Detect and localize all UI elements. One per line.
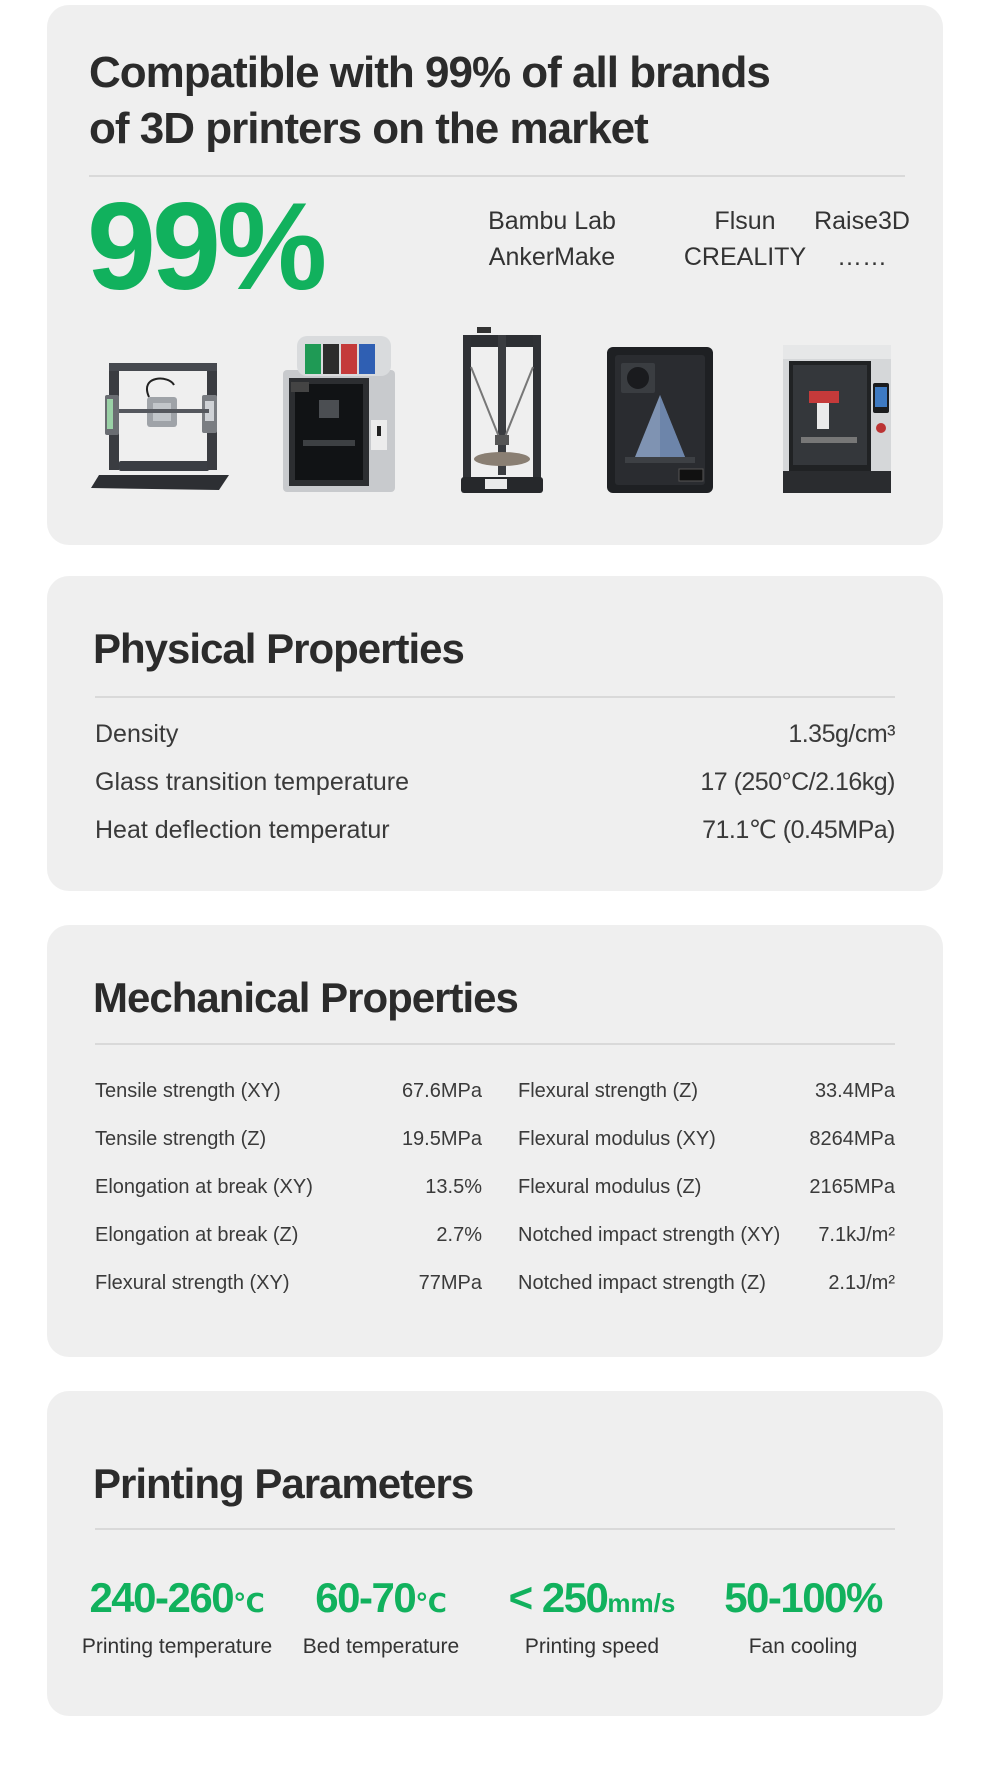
creality-printer-image — [605, 345, 715, 495]
param-value: 50-100% — [724, 1574, 882, 1621]
param-label: Printing speed — [524, 1635, 660, 1658]
brand-flsun: Flsun — [714, 207, 776, 235]
param-value-wrap — [77, 1572, 277, 1629]
physical-properties-title: Physical Properties — [93, 625, 464, 672]
printing-parameters-card — [47, 1391, 943, 1716]
mechanical-properties-card — [47, 925, 943, 1357]
brand-ankermake: AnkerMake — [488, 243, 616, 271]
param-value-wrap — [301, 1572, 461, 1629]
param-label: Fan cooling — [748, 1635, 858, 1658]
compatibility-title — [89, 45, 849, 157]
property-value: 19.5MPa — [401, 1127, 482, 1150]
param-unit: ℃ — [233, 1588, 265, 1618]
param-value: 240-260 — [89, 1574, 234, 1621]
flsun-delta-printer-image — [457, 327, 547, 497]
param-value: < 250 — [508, 1574, 608, 1621]
mechanical-row — [518, 1220, 895, 1250]
mechanical-row — [95, 1124, 482, 1154]
property-label: Density — [95, 719, 179, 748]
mechanical-row — [95, 1172, 482, 1202]
property-label: Flexural modulus (XY) — [518, 1127, 716, 1150]
param-unit: ℃ — [415, 1588, 447, 1618]
mechanical-properties-title: Mechanical Properties — [93, 974, 518, 1021]
divider — [89, 175, 905, 177]
property-row-heat-deflection — [95, 812, 895, 848]
compatibility-title-line-2: of 3D printers on the market — [89, 104, 648, 153]
brand-column-3 — [797, 203, 927, 275]
divider — [95, 1043, 895, 1045]
property-value: 77MPa — [418, 1271, 482, 1294]
property-label: Glass transition temperature — [95, 767, 410, 796]
compatibility-percent: 99% — [87, 178, 324, 316]
property-value: 2.7% — [436, 1223, 482, 1246]
property-label: Heat deflection temperatur — [95, 815, 390, 844]
param-value-wrap — [502, 1572, 682, 1629]
property-row-density — [95, 716, 895, 752]
mechanical-row — [518, 1076, 895, 1106]
brand-more: …… — [837, 243, 887, 271]
property-row-glass-transition — [95, 764, 895, 800]
property-label: Notched impact strength (Z) — [518, 1271, 766, 1294]
brand-creality: CREALITY — [683, 243, 807, 271]
bambu-lab-printer-image — [279, 330, 399, 495]
param-printing-speed — [502, 1572, 682, 1659]
property-value: 8264MPa — [809, 1127, 895, 1150]
param-fan-cooling — [713, 1572, 893, 1659]
mechanical-row — [95, 1268, 482, 1298]
property-label: Elongation at break (XY) — [95, 1175, 313, 1198]
divider — [95, 696, 895, 698]
property-label: Tensile strength (XY) — [95, 1079, 281, 1102]
property-label: Flexural strength (Z) — [518, 1079, 699, 1102]
mechanical-row — [95, 1220, 482, 1250]
property-label: Tensile strength (Z) — [95, 1127, 267, 1150]
mechanical-row — [518, 1124, 895, 1154]
property-label: Elongation at break (Z) — [95, 1223, 299, 1246]
property-value: 17 (250°C/2.16kg) — [700, 767, 895, 796]
param-value-wrap — [713, 1572, 893, 1629]
property-value: 2165MPa — [809, 1175, 895, 1198]
physical-properties-card — [47, 576, 943, 891]
property-value: 71.1℃ (0.45MPa) — [702, 816, 895, 844]
mechanical-row — [518, 1172, 895, 1202]
compatibility-card — [47, 5, 943, 545]
property-label: Notched impact strength (XY) — [518, 1223, 781, 1246]
property-value: 7.1kJ/m² — [818, 1223, 895, 1246]
ankermake-printer-image — [89, 355, 239, 495]
param-value: 60-70 — [315, 1574, 416, 1621]
raise3d-printer-image — [781, 343, 893, 495]
property-value: 1.35g/cm³ — [788, 719, 895, 748]
mechanical-row — [518, 1268, 895, 1298]
brand-column-1 — [442, 203, 662, 275]
param-label: Bed temperature — [302, 1635, 460, 1658]
param-label: Printing temperature — [81, 1635, 273, 1658]
property-label: Flexural strength (XY) — [95, 1271, 290, 1294]
mechanical-row — [95, 1076, 482, 1106]
param-unit: mm/s — [607, 1588, 676, 1618]
property-value: 33.4MPa — [814, 1079, 895, 1102]
compatibility-title-line-1: Compatible with 99% of all brands — [89, 48, 770, 97]
property-label: Flexural modulus (Z) — [518, 1175, 702, 1198]
param-bed-temperature — [301, 1572, 461, 1659]
brand-raise3d: Raise3D — [814, 207, 910, 235]
property-value: 67.6MPa — [401, 1079, 482, 1102]
property-value: 2.1J/m² — [828, 1271, 895, 1294]
printing-parameters-title: Printing Parameters — [93, 1460, 474, 1507]
divider — [95, 1528, 895, 1530]
param-printing-temperature — [77, 1572, 277, 1659]
brand-bambu-lab: Bambu Lab — [488, 207, 616, 235]
property-value: 13.5% — [425, 1175, 482, 1198]
